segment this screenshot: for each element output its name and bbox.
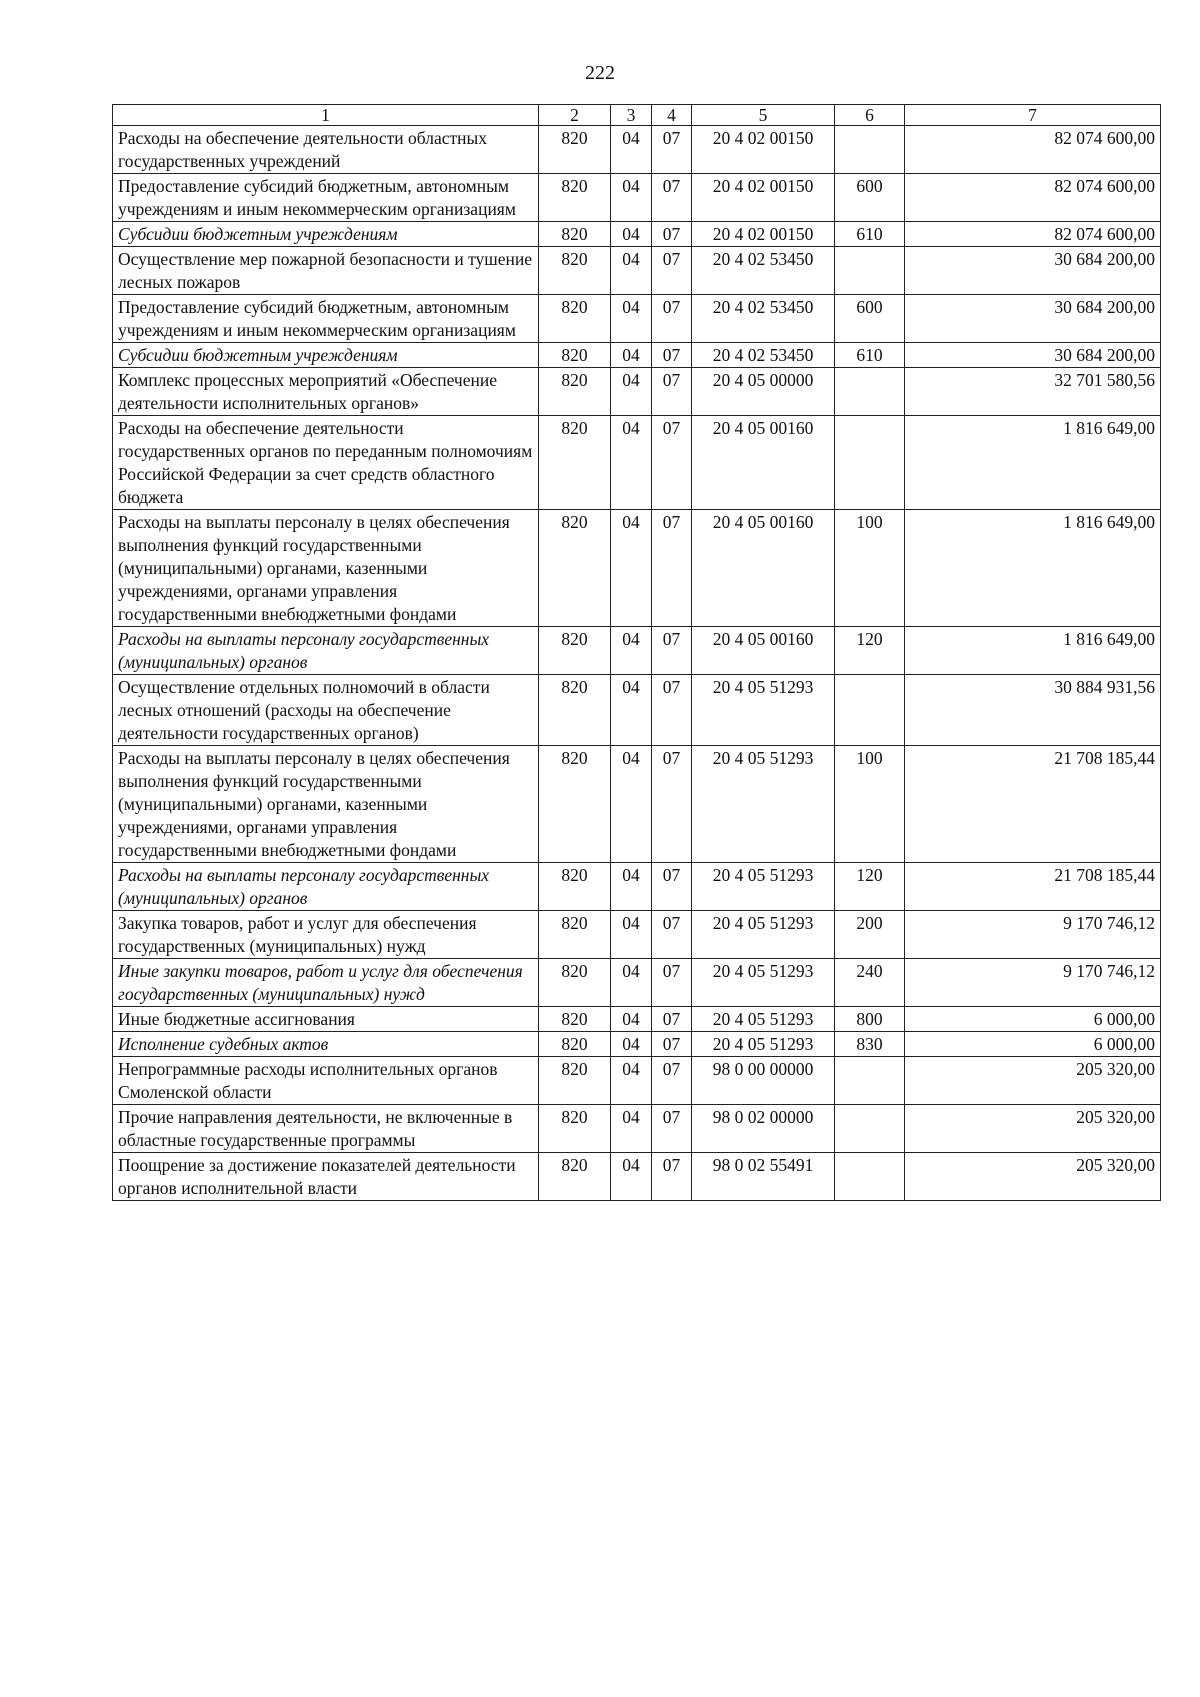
column-header: 1	[113, 105, 539, 126]
expense-type-cell: 100	[835, 510, 905, 627]
row-name-cell: Расходы на выплаты персоналу в целях обеспечения выполнения функций государственными (муниципальными) органами, казенными учреждениями, органами управления государственными внебюджетными фондами	[113, 746, 539, 863]
table-row	[113, 959, 1161, 1007]
section-code-cell: 04	[611, 746, 652, 863]
table-row	[113, 1153, 1161, 1201]
expense-type-cell: 200	[835, 911, 905, 959]
ministry-code-cell: 820	[539, 295, 611, 343]
row-name-cell: Расходы на обеспечение деятельности областных государственных учреждений	[113, 126, 539, 174]
subsection-code-cell: 07	[652, 343, 692, 368]
target-article-cell: 20 4 05 00160	[692, 416, 835, 510]
expense-type-cell	[835, 1105, 905, 1153]
expense-type-cell: 600	[835, 174, 905, 222]
target-article-cell: 20 4 05 00000	[692, 368, 835, 416]
ministry-code-cell: 820	[539, 746, 611, 863]
ministry-code-cell: 820	[539, 1032, 611, 1057]
ministry-code-cell: 820	[539, 343, 611, 368]
target-article-cell: 20 4 05 51293	[692, 911, 835, 959]
section-code-cell: 04	[611, 959, 652, 1007]
subsection-code-cell: 07	[652, 1153, 692, 1201]
section-code-cell: 04	[611, 1105, 652, 1153]
row-name-cell: Субсидии бюджетным учреждениям	[113, 343, 539, 368]
table-row	[113, 746, 1161, 863]
column-header: 7	[905, 105, 1161, 126]
subsection-code-cell: 07	[652, 247, 692, 295]
section-code-cell: 04	[611, 627, 652, 675]
amount-cell: 82 074 600,00	[905, 126, 1161, 174]
ministry-code-cell: 820	[539, 222, 611, 247]
subsection-code-cell: 07	[652, 368, 692, 416]
table-row	[113, 1032, 1161, 1057]
expense-type-cell: 830	[835, 1032, 905, 1057]
subsection-code-cell: 07	[652, 126, 692, 174]
target-article-cell: 20 4 02 00150	[692, 222, 835, 247]
target-article-cell: 20 4 02 53450	[692, 295, 835, 343]
table-row	[113, 627, 1161, 675]
section-code-cell: 04	[611, 911, 652, 959]
amount-cell: 1 816 649,00	[905, 510, 1161, 627]
subsection-code-cell: 07	[652, 1105, 692, 1153]
section-code-cell: 04	[611, 174, 652, 222]
column-header: 4	[652, 105, 692, 126]
expense-type-cell	[835, 1153, 905, 1201]
row-name-cell: Расходы на выплаты персоналу в целях обеспечения выполнения функций государственными (муниципальными) органами, казенными учреждениями, органами управления государственными внебюджетными фондами	[113, 510, 539, 627]
row-name-cell: Исполнение судебных актов	[113, 1032, 539, 1057]
ministry-code-cell: 820	[539, 675, 611, 746]
table-row	[113, 1057, 1161, 1105]
ministry-code-cell: 820	[539, 1007, 611, 1032]
row-name-cell: Закупка товаров, работ и услуг для обеспечения государственных (муниципальных) нужд	[113, 911, 539, 959]
table-row	[113, 675, 1161, 746]
subsection-code-cell: 07	[652, 1007, 692, 1032]
ministry-code-cell: 820	[539, 1153, 611, 1201]
ministry-code-cell: 820	[539, 416, 611, 510]
ministry-code-cell: 820	[539, 368, 611, 416]
amount-cell: 82 074 600,00	[905, 222, 1161, 247]
expense-type-cell	[835, 368, 905, 416]
amount-cell: 82 074 600,00	[905, 174, 1161, 222]
target-article-cell: 20 4 05 51293	[692, 1032, 835, 1057]
expense-type-cell	[835, 247, 905, 295]
table-row	[113, 1105, 1161, 1153]
expense-type-cell	[835, 1057, 905, 1105]
row-name-cell: Комплекс процессных мероприятий «Обеспечение деятельности исполнительных органов»	[113, 368, 539, 416]
table-row	[113, 222, 1161, 247]
subsection-code-cell: 07	[652, 295, 692, 343]
section-code-cell: 04	[611, 368, 652, 416]
section-code-cell: 04	[611, 863, 652, 911]
row-name-cell: Иные закупки товаров, работ и услуг для обеспечения государственных (муниципальных) нужд	[113, 959, 539, 1007]
expense-type-cell: 600	[835, 295, 905, 343]
row-name-cell: Прочие направления деятельности, не включенные в областные государственные программы	[113, 1105, 539, 1153]
amount-cell: 9 170 746,12	[905, 959, 1161, 1007]
section-code-cell: 04	[611, 1007, 652, 1032]
subsection-code-cell: 07	[652, 863, 692, 911]
row-name-cell: Расходы на обеспечение деятельности государственных органов по переданным полномочиям Российской Федерации за счет средств областного бюджета	[113, 416, 539, 510]
table-row	[113, 911, 1161, 959]
subsection-code-cell: 07	[652, 1057, 692, 1105]
expense-type-cell: 120	[835, 863, 905, 911]
subsection-code-cell: 07	[652, 510, 692, 627]
target-article-cell: 20 4 05 51293	[692, 675, 835, 746]
section-code-cell: 04	[611, 222, 652, 247]
target-article-cell: 20 4 02 00150	[692, 174, 835, 222]
target-article-cell: 20 4 05 51293	[692, 959, 835, 1007]
target-article-cell: 98 0 02 00000	[692, 1105, 835, 1153]
target-article-cell: 20 4 02 53450	[692, 247, 835, 295]
amount-cell: 6 000,00	[905, 1007, 1161, 1032]
table-row	[113, 1007, 1161, 1032]
row-name-cell: Осуществление отдельных полномочий в области лесных отношений (расходы на обеспечение деятельности государственных органов)	[113, 675, 539, 746]
amount-cell: 1 816 649,00	[905, 416, 1161, 510]
expense-type-cell	[835, 126, 905, 174]
row-name-cell: Непрограммные расходы исполнительных органов Смоленской области	[113, 1057, 539, 1105]
expense-type-cell: 800	[835, 1007, 905, 1032]
amount-cell: 205 320,00	[905, 1057, 1161, 1105]
budget-table	[112, 104, 1161, 1201]
section-code-cell: 04	[611, 343, 652, 368]
amount-cell: 30 884 931,56	[905, 675, 1161, 746]
row-name-cell: Предоставление субсидий бюджетным, автономным учреждениям и иным некоммерческим организациям	[113, 174, 539, 222]
target-article-cell: 20 4 05 51293	[692, 863, 835, 911]
section-code-cell: 04	[611, 295, 652, 343]
expense-type-cell	[835, 416, 905, 510]
amount-cell: 30 684 200,00	[905, 247, 1161, 295]
ministry-code-cell: 820	[539, 174, 611, 222]
expense-type-cell	[835, 675, 905, 746]
table-row	[113, 343, 1161, 368]
subsection-code-cell: 07	[652, 675, 692, 746]
ministry-code-cell: 820	[539, 126, 611, 174]
column-header: 5	[692, 105, 835, 126]
table-row	[113, 174, 1161, 222]
amount-cell: 21 708 185,44	[905, 863, 1161, 911]
expense-type-cell: 240	[835, 959, 905, 1007]
amount-cell: 30 684 200,00	[905, 295, 1161, 343]
table-row	[113, 368, 1161, 416]
section-code-cell: 04	[611, 1153, 652, 1201]
subsection-code-cell: 07	[652, 959, 692, 1007]
ministry-code-cell: 820	[539, 911, 611, 959]
subsection-code-cell: 07	[652, 416, 692, 510]
subsection-code-cell: 07	[652, 222, 692, 247]
section-code-cell: 04	[611, 675, 652, 746]
amount-cell: 21 708 185,44	[905, 746, 1161, 863]
amount-cell: 9 170 746,12	[905, 911, 1161, 959]
amount-cell: 6 000,00	[905, 1032, 1161, 1057]
target-article-cell: 20 4 05 51293	[692, 1007, 835, 1032]
table-row	[113, 247, 1161, 295]
target-article-cell: 20 4 02 00150	[692, 126, 835, 174]
target-article-cell: 20 4 05 00160	[692, 627, 835, 675]
column-header: 3	[611, 105, 652, 126]
amount-cell: 30 684 200,00	[905, 343, 1161, 368]
subsection-code-cell: 07	[652, 627, 692, 675]
table-row	[113, 295, 1161, 343]
table-row	[113, 863, 1161, 911]
ministry-code-cell: 820	[539, 959, 611, 1007]
amount-cell: 205 320,00	[905, 1105, 1161, 1153]
expense-type-cell: 610	[835, 222, 905, 247]
column-header: 2	[539, 105, 611, 126]
table-body	[113, 126, 1161, 1201]
table-row	[113, 510, 1161, 627]
ministry-code-cell: 820	[539, 510, 611, 627]
target-article-cell: 98 0 02 55491	[692, 1153, 835, 1201]
row-name-cell: Предоставление субсидий бюджетным, автономным учреждениям и иным некоммерческим организациям	[113, 295, 539, 343]
expense-type-cell: 610	[835, 343, 905, 368]
section-code-cell: 04	[611, 416, 652, 510]
section-code-cell: 04	[611, 1032, 652, 1057]
expense-type-cell: 120	[835, 627, 905, 675]
amount-cell: 1 816 649,00	[905, 627, 1161, 675]
amount-cell: 205 320,00	[905, 1153, 1161, 1201]
row-name-cell: Осуществление мер пожарной безопасности и тушение лесных пожаров	[113, 247, 539, 295]
target-article-cell: 20 4 02 53450	[692, 343, 835, 368]
column-number-row	[113, 105, 1161, 126]
target-article-cell: 20 4 05 51293	[692, 746, 835, 863]
section-code-cell: 04	[611, 510, 652, 627]
row-name-cell: Субсидии бюджетным учреждениям	[113, 222, 539, 247]
subsection-code-cell: 07	[652, 911, 692, 959]
table-row	[113, 126, 1161, 174]
target-article-cell: 98 0 00 00000	[692, 1057, 835, 1105]
subsection-code-cell: 07	[652, 174, 692, 222]
section-code-cell: 04	[611, 126, 652, 174]
row-name-cell: Расходы на выплаты персоналу государственных (муниципальных) органов	[113, 863, 539, 911]
ministry-code-cell: 820	[539, 863, 611, 911]
column-header: 6	[835, 105, 905, 126]
page-number: 222	[585, 62, 615, 84]
subsection-code-cell: 07	[652, 1032, 692, 1057]
table-row	[113, 416, 1161, 510]
row-name-cell: Расходы на выплаты персоналу государственных (муниципальных) органов	[113, 627, 539, 675]
row-name-cell: Иные бюджетные ассигнования	[113, 1007, 539, 1032]
subsection-code-cell: 07	[652, 746, 692, 863]
target-article-cell: 20 4 05 00160	[692, 510, 835, 627]
row-name-cell: Поощрение за достижение показателей деятельности органов исполнительной власти	[113, 1153, 539, 1201]
ministry-code-cell: 820	[539, 247, 611, 295]
ministry-code-cell: 820	[539, 1057, 611, 1105]
ministry-code-cell: 820	[539, 627, 611, 675]
expense-type-cell: 100	[835, 746, 905, 863]
ministry-code-cell: 820	[539, 1105, 611, 1153]
section-code-cell: 04	[611, 1057, 652, 1105]
section-code-cell: 04	[611, 247, 652, 295]
amount-cell: 32 701 580,56	[905, 368, 1161, 416]
